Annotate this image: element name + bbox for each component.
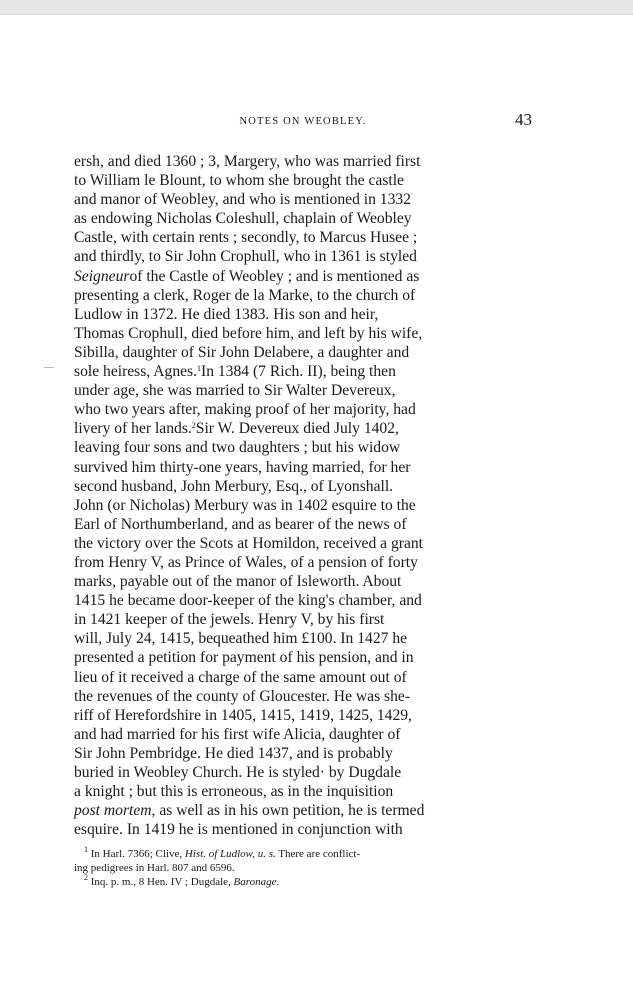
- text-line: livery of her lands.$^2$Sir W. Devereux died July 1402,: [74, 420, 399, 438]
- page-number: 43: [515, 110, 532, 129]
- text-line: as endowing Nicholas Coleshull, chaplain of Weobley: [74, 210, 412, 228]
- text-line: lieu of it received a charge of the same amount out of: [74, 668, 407, 686]
- text-line: the revenues of the county of Gloucester. He was she-: [74, 687, 411, 705]
- text-line: Earl of Northumberland, and as bearer of the news of: [74, 515, 407, 533]
- text-line: survived him thirty-one years, having married, for her: [74, 458, 411, 476]
- text-line: and manor of Weobley, and who is mentioned in 1332: [74, 191, 411, 209]
- footnote-ref-2: 2: [191, 421, 196, 431]
- margin-mark: [44, 367, 54, 368]
- text-line: esquire. In 1419 he is mentioned in conjunction with: [74, 821, 403, 839]
- text-line: John (or Nicholas) Merbury was in 1402 esquire to the: [74, 496, 416, 514]
- text-line: leaving four sons and two daughters ; but his widow: [74, 439, 401, 457]
- italic-seigneur: Seigneur: [74, 267, 130, 285]
- text-line: Seigneurof the Castle of Weobley ; and is mentioned as: [74, 267, 420, 285]
- text-line: presenting a clerk, Roger de la Marke, to the church of: [74, 286, 416, 304]
- text-line: will, July 24, 1415, bequeathed him £100. In 1427 he: [74, 630, 408, 648]
- text-line: Castle, with certain rents ; secondly, to Marcus Husee ;: [74, 229, 418, 247]
- text-line: the victory over the Scots at Homildon, received a grant: [74, 534, 424, 552]
- text-line: marks, payable out of the manor of Isleworth. About: [74, 573, 402, 591]
- text-line: in 1421 keeper of the jewels. Henry V, by his first: [74, 611, 385, 629]
- text-line: 1415 he became door-keeper of the king's chamber, and: [74, 592, 422, 610]
- footnote-1: $^1$ In Harl. 7366; Clive, Hist. of Ludlow, u. s. There are conflict-: [84, 845, 361, 861]
- text-line: from Henry V, as Prince of Wales, of a pension of forty: [74, 553, 418, 571]
- footnotes: [74, 845, 532, 889]
- book-page: [74, 106, 532, 889]
- text-line: presented a petition for payment of his pension, and in: [74, 649, 414, 667]
- text-line: to William le Blount, to whom she brought the castle: [74, 172, 404, 190]
- text-line: post mortem, as well as in his own petition, he is termed: [74, 802, 425, 820]
- footnote-2: $^2$ Inq. p. m., 8 Hen. IV ; Dugdale, Baronage.: [84, 872, 280, 888]
- page-header: [74, 106, 532, 132]
- text-line: Sibilla, daughter of Sir John Delabere, a daughter and: [74, 343, 410, 361]
- footnote-ref-1: 1: [197, 364, 201, 374]
- text-line: buried in Weobley Church. He is styled· by Dugdale: [74, 764, 402, 781]
- body-text: [74, 152, 532, 839]
- text-line: Sir John Pembridge. He died 1437, and is probably: [74, 744, 393, 762]
- text-line: under age, she was married to Sir Walter Devereux,: [74, 382, 396, 400]
- text-line: and thirdly, to Sir John Crophull, who in 1361 is styled: [74, 248, 417, 266]
- text-line: riff of Herefordshire in 1405, 1415, 1419, 1425, 1429,: [74, 706, 412, 724]
- text-line: Thomas Crophull, died before him, and left by his wife,: [74, 324, 423, 342]
- text-line: ersh, and died 1360 ; 3, Margery, who was married first: [74, 153, 421, 170]
- italic-post-mortem: post mortem: [74, 802, 152, 820]
- text-line: who two years after, making proof of her majority, had: [74, 401, 416, 419]
- text-line: and had married for his first wife Alicia, daughter of: [74, 725, 401, 743]
- text-line: sole heiress, Agnes.$^1$In 1384 (7 Rich. II), being then: [74, 363, 396, 381]
- viewer-top-bar: [0, 0, 633, 15]
- running-head: NOTES ON WEOBLEY.: [239, 116, 367, 127]
- text-line: a knight ; but this is erroneous, as in the inquisition: [74, 783, 394, 801]
- text-line: Ludlow in 1372. He died 1383. His son and heir,: [74, 305, 379, 323]
- footnote-1-continuation: ing pedigrees in Harl. 807 and 6596.: [74, 861, 235, 874]
- text-line: second husband, John Merbury, Esq., of Lyonshall.: [74, 477, 394, 495]
